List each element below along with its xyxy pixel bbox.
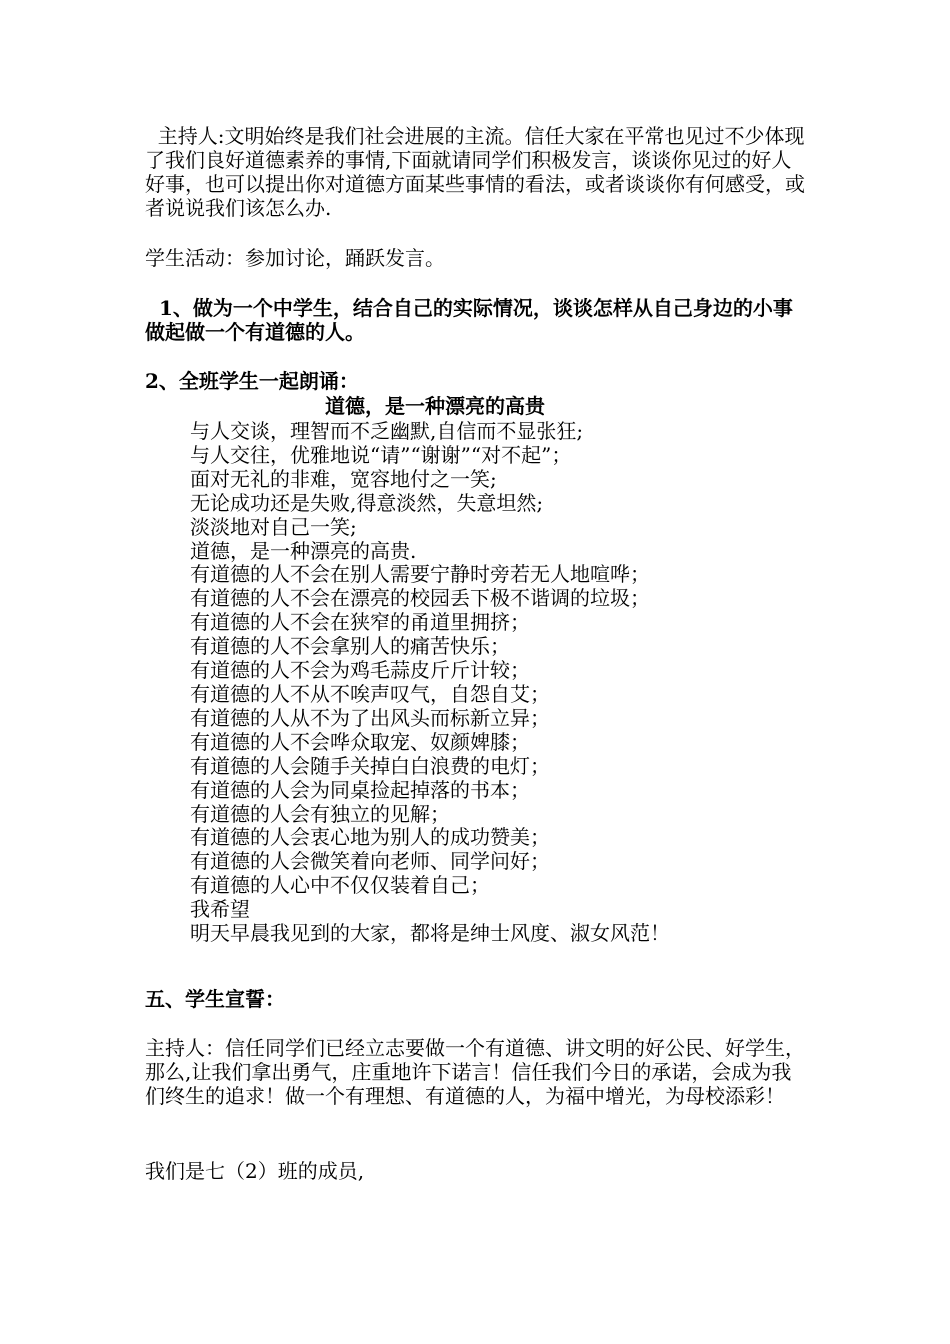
poem-lines: [190, 420, 670, 946]
poem-line: 有道德的人不会在别人需要宁静时旁若无人地喧哗；: [190, 562, 650, 587]
poem-line: 无论成功还是失败,得意淡然，失意坦然;: [190, 490, 544, 515]
poem-line: 有道德的人不会拿别人的痛苦快乐；: [190, 634, 510, 659]
poem-line: 我希望: [190, 897, 250, 922]
poem-line: 有道德的人会为同桌捡起掉落的书本；: [190, 777, 530, 802]
poem-line: 有道德的人会有独立的见解；: [190, 801, 450, 826]
poem-title: 道德，是一种漂亮的高贵: [325, 394, 545, 418]
section-five-heading: 五、学生宣誓：: [145, 987, 285, 1011]
poem-line: 有道德的人不会在漂亮的校园丢下极不谐调的垃圾；: [190, 586, 650, 611]
poem-line: 道德，是一种漂亮的高贵.: [190, 538, 417, 563]
poem-line: 有道德的人不会哗众取宠、奴颜婢膝；: [190, 729, 530, 754]
poem-line: 有道德的人会随手关掉白白浪费的电灯；: [190, 753, 550, 778]
poem-line: 明天早晨我见到的大家，都将是绅士风度、淑女风范！: [190, 921, 670, 946]
poem-line: 有道德的人心中不仅仅装着自己；: [190, 873, 490, 898]
host-oath-paragraph: 主持人：信任同学们已经立志要做一个有道德、讲文明的好公民、好学生，那么,让我们拿出勇气，庄重地许下诺言！信任我们今日的承诺，会成为我们终生的追求！做一个有理想、有道德的人，为福中增光，为母校添彩！: [145, 1036, 805, 1108]
class-member-line: 我们是七（2）班的成员,: [145, 1159, 365, 1183]
poem-line: 与人交往，优雅地说“请”“谢谢”“对不起”；: [190, 442, 572, 467]
student-activity-paragraph: 学生活动：参加讨论，踊跃发言。: [145, 246, 445, 270]
poem-line: 有道德的人会微笑着向老师、同学问好；: [190, 849, 550, 874]
poem-line: 淡淡地对自己一笑;: [190, 514, 357, 539]
poem-line: 有道德的人从不为了出风头而标新立异；: [190, 705, 550, 730]
poem-line: 有道德的人不会为鸡毛蒜皮斤斤计较；: [190, 658, 530, 683]
poem-line: 与人交谈，理智而不乏幽默,自信而不显张狂;: [190, 419, 584, 443]
poem-line: 有道德的人不会在狭窄的甬道里拥挤；: [190, 610, 530, 635]
item-two-heading: 2、全班学生一起朗诵：: [145, 369, 359, 393]
item-one-heading: 1、做为一个中学生，结合自己的实际情况，谈谈怎样从自己身边的小事做起做一个有道德的人。: [145, 296, 793, 344]
poem-line: 有道德的人会衷心地为别人的成功赞美；: [190, 825, 550, 850]
host-intro-paragraph: 主持人:文明始终是我们社会进展的主流。信任大家在平常也见过不少体现了我们良好道德素养的事情,下面就请同学们积极发言，谈谈你见过的好人好事，也可以提出你对道德方面某些事情的看法，或者谈谈你有何感受，或者说说我们该怎么办.: [145, 124, 805, 220]
poem-line: 面对无礼的非难，宽容地付之一笑;: [190, 466, 497, 491]
poem-line: 有道德的人不从不唉声叹气，自怨自艾；: [190, 681, 550, 706]
